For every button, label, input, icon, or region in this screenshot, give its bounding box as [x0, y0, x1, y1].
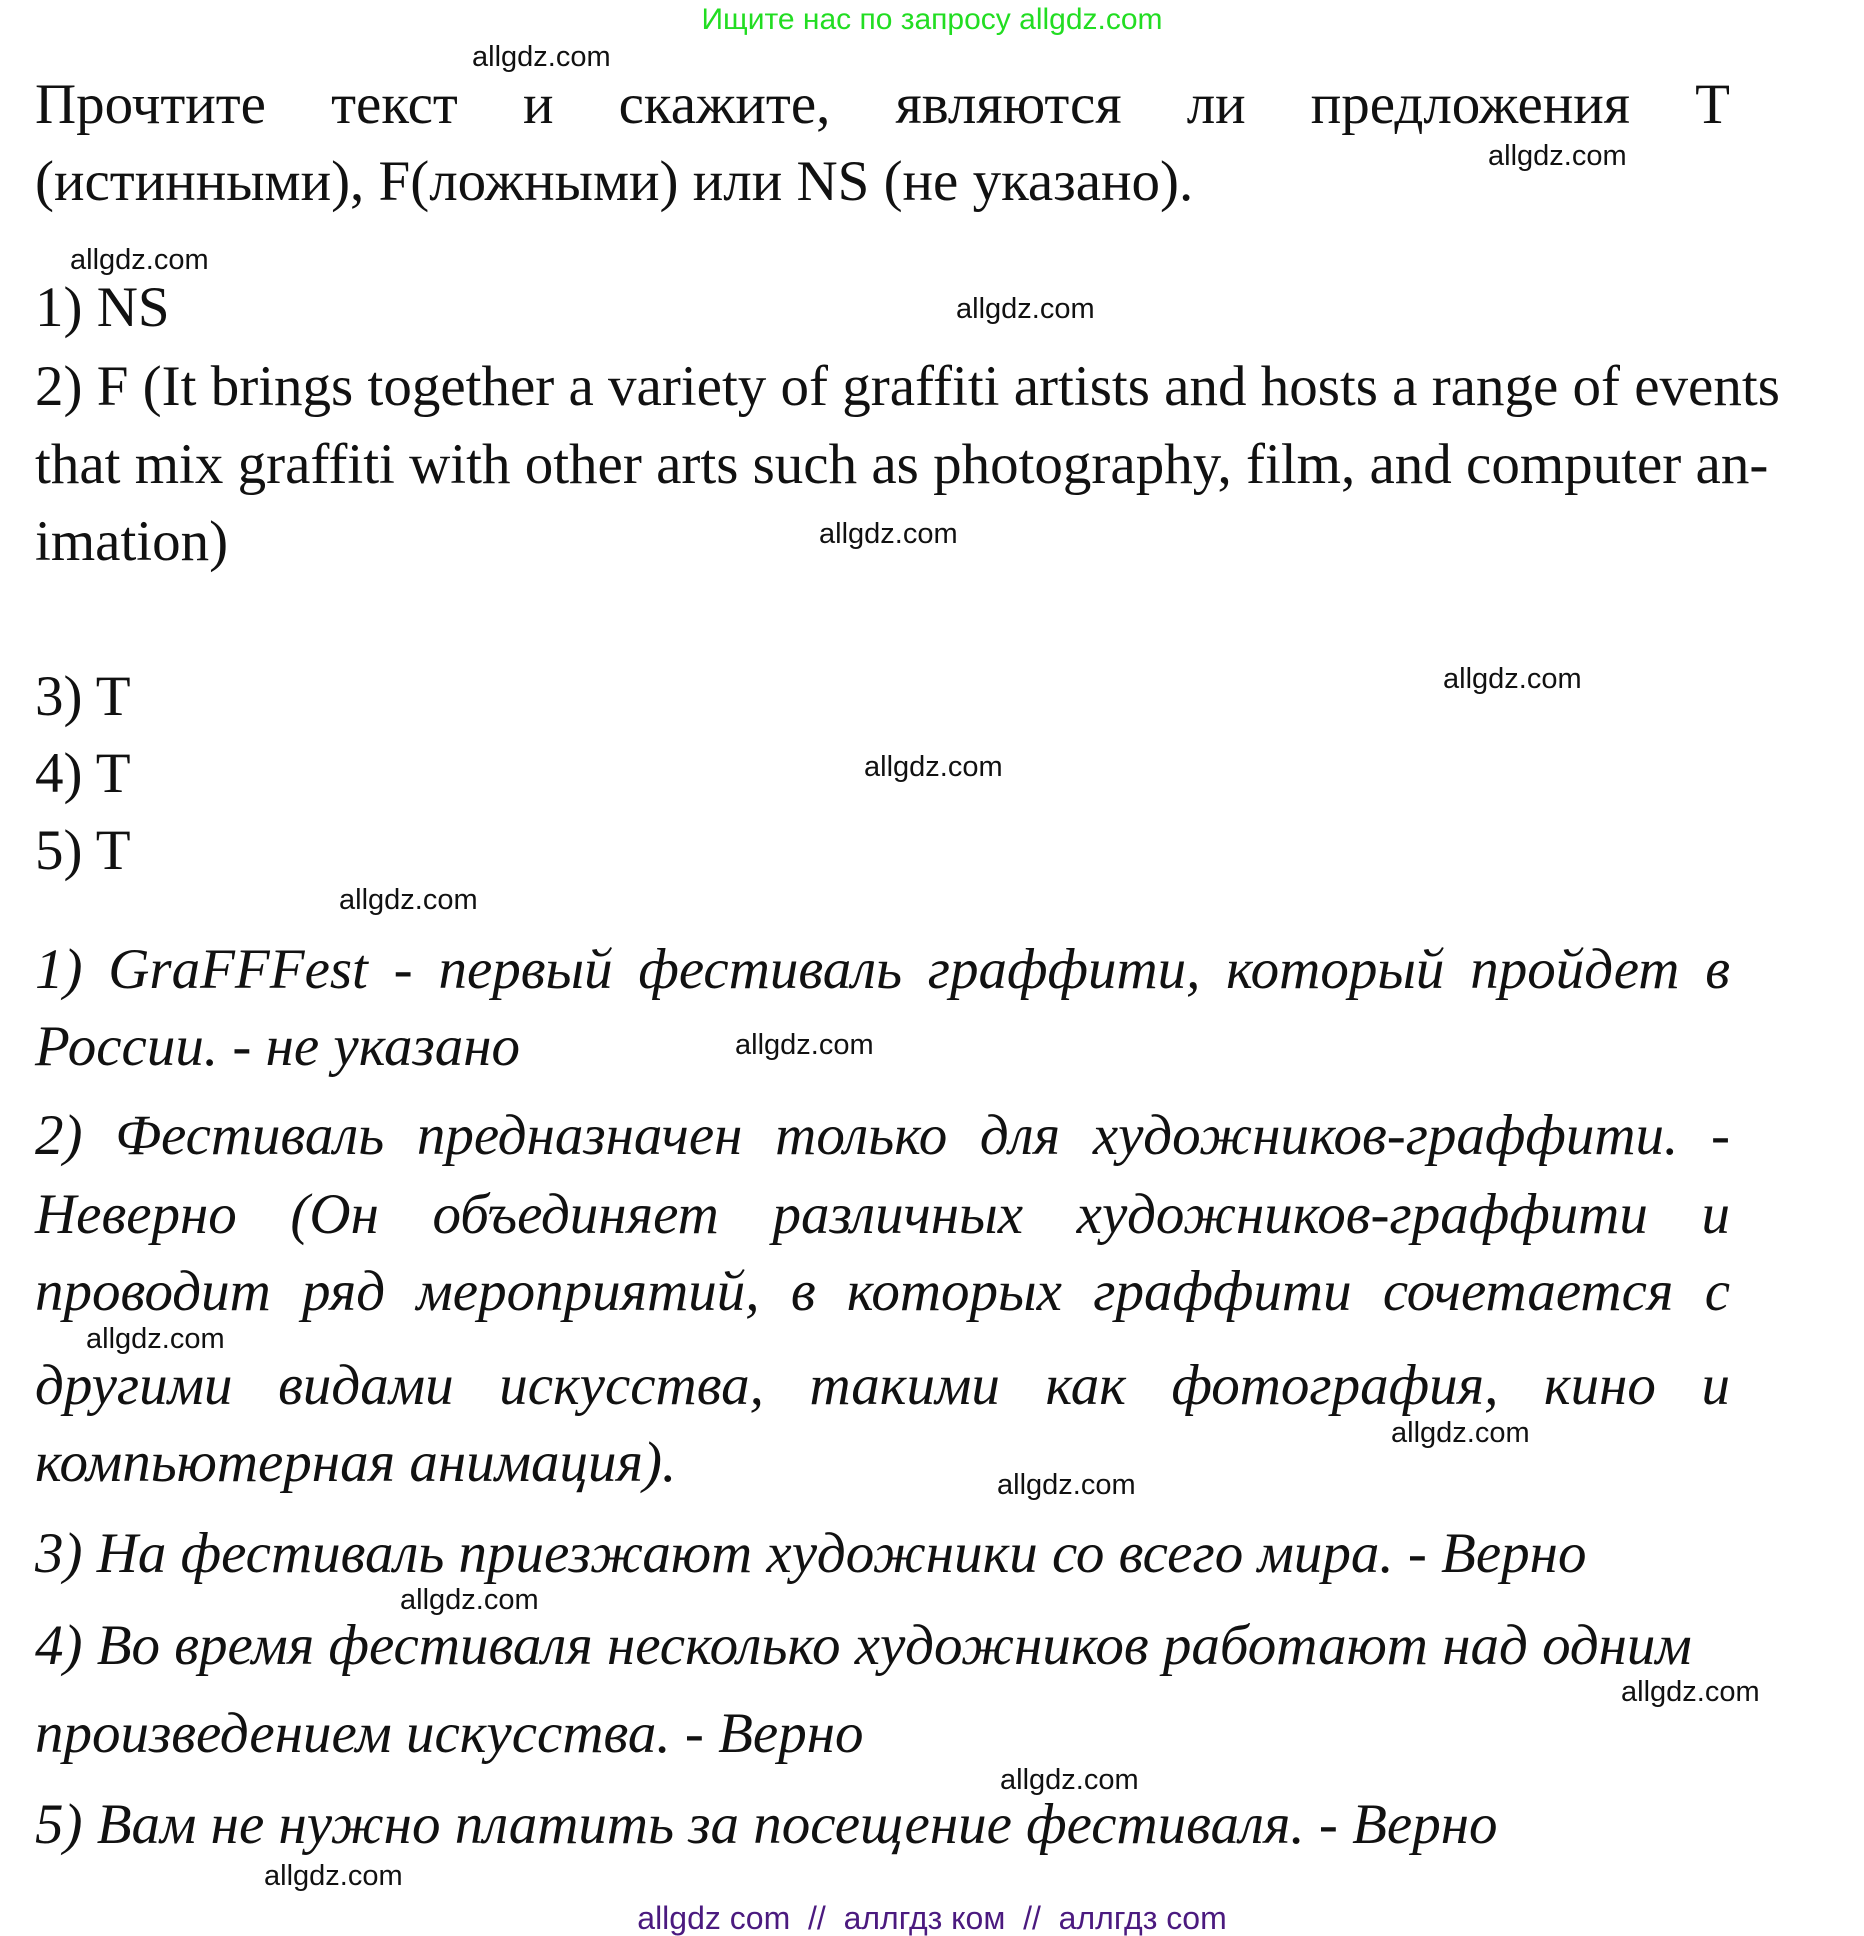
answer-en-1: 1) NS	[35, 276, 170, 339]
watermark: allgdz.com	[819, 518, 958, 550]
answer-ru-3: 3) На фестиваль приезжают художники со всего мира. - Верно	[35, 1522, 1587, 1585]
watermark: allgdz.com	[70, 244, 209, 276]
answer-en-2-end: imation)	[35, 510, 229, 573]
answer-ru-4-cont: произведением искусства. - Верно	[35, 1702, 864, 1765]
answer-ru-1-cont: России. - не указано	[35, 1015, 520, 1078]
answer-en-4: 4) T	[35, 742, 131, 805]
answer-ru-2-end: компьютерная анимация).	[35, 1431, 677, 1494]
watermark: allgdz.com	[1488, 140, 1627, 172]
watermark: allgdz.com	[1621, 1676, 1760, 1708]
task-line-1: Прочтите текст и скажите, являются ли предложения Т	[35, 73, 1730, 136]
watermark: allgdz.com	[472, 41, 611, 73]
answer-ru-5: 5) Вам не нужно платить за посещение фестиваля. - Верно	[35, 1793, 1498, 1856]
answer-ru-4: 4) Во время фестиваля несколько художников работают над одним	[35, 1614, 1692, 1677]
watermark: allgdz.com	[1391, 1417, 1530, 1449]
answer-en-2-cont: that mix graffiti with other arts such as photography, film, and computer an-	[35, 433, 1769, 496]
watermark: allgdz.com	[1443, 663, 1582, 695]
answer-ru-2-cont-2: проводит ряд мероприятий, в которых граффити сочетается с	[35, 1260, 1730, 1323]
answer-en-5: 5) T	[35, 819, 131, 882]
watermark: allgdz.com	[1000, 1764, 1139, 1796]
watermark: allgdz.com	[339, 884, 478, 916]
watermark: allgdz.com	[735, 1029, 874, 1061]
task-line-2: (истинными), F(ложными) или NS (не указано).	[35, 150, 1194, 213]
answer-en-2: 2) F (It brings together a variety of graffiti artists and hosts a range of events	[35, 355, 1780, 418]
watermark: allgdz.com	[264, 1860, 403, 1892]
answer-ru-2-cont-3: другими видами искусства, такими как фотография, кино и	[35, 1354, 1730, 1417]
watermark: allgdz.com	[864, 751, 1003, 783]
answer-ru-2-cont-1: Неверно (Он объединяет различных художников-граффити и	[35, 1183, 1730, 1246]
header-banner: Ищите нас по запросу allgdz.com	[701, 3, 1163, 36]
answer-ru-1: 1) GraFFFest - первый фестиваль граффити, который пройдет в	[35, 938, 1730, 1001]
answer-ru-2: 2) Фестиваль предназначен только для художников-граффити. -	[35, 1104, 1730, 1167]
watermark: allgdz.com	[997, 1469, 1136, 1501]
watermark: allgdz.com	[86, 1323, 225, 1355]
answer-en-3: 3) T	[35, 665, 131, 728]
watermark: allgdz.com	[956, 293, 1095, 325]
watermark: allgdz.com	[400, 1584, 539, 1616]
footer-links: allgdz com // аллгдз ком // аллгдз com	[637, 1900, 1227, 1936]
